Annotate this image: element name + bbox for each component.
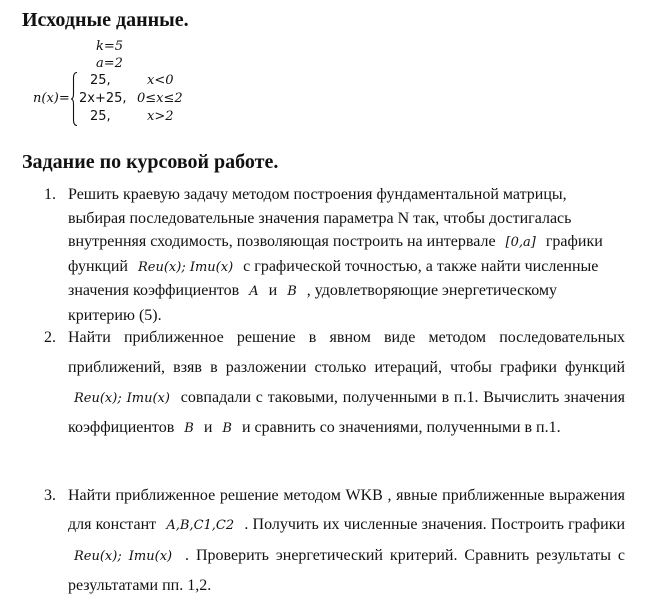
math-interval: [0,a]	[505, 235, 536, 251]
task-number: 1.	[44, 186, 56, 203]
task-number: 2.	[44, 329, 56, 346]
math-coef-a: A	[249, 284, 259, 300]
left-brace-icon	[71, 72, 78, 126]
task-text: и	[203, 419, 213, 437]
case-2-condition: 0≤x≤2	[137, 91, 183, 106]
task-list	[44, 183, 625, 328]
task-list-2	[44, 323, 625, 444]
heading-initial-data: Исходные данные.	[22, 9, 189, 31]
formula-lhs: n(x)=	[33, 91, 70, 106]
math-coef-b: B	[184, 421, 194, 437]
task-text: . Получить их численные значения. Построить графики	[244, 516, 626, 534]
case-1-value: 25,	[90, 73, 111, 88]
math-constants: A,B,C1,C2	[166, 518, 235, 534]
task-list-3	[44, 481, 625, 600]
task-text: Найти приближенное решение в явном виде методом последовательных приближений, взяв в разложении столько итераций, чтобы графики функций	[68, 329, 625, 376]
heading-coursework-task: Задание по курсовой работе.	[22, 151, 279, 173]
task-item-3	[44, 481, 625, 600]
task-number: 3.	[44, 487, 56, 504]
task-item-1	[44, 183, 625, 328]
case-2-value: 2x+25,	[79, 91, 127, 106]
case-3-value: 25,	[90, 109, 111, 124]
case-1-condition: x<0	[147, 73, 174, 88]
task-text: графики функций	[68, 233, 603, 275]
task-text: . Проверить энергетический критерий. Сравнить результаты с результатами пп. 1,2.	[68, 546, 626, 594]
task-text: и сравнить со значениями, полученными в п.1.	[241, 419, 561, 437]
task-text: и	[268, 282, 278, 300]
formula-k: k=5	[96, 39, 124, 54]
math-functions: Reu(x); Imu(x)	[74, 390, 170, 406]
task-text: с графической точностью, а также найти численные значения коэффициентов	[68, 257, 599, 300]
task-text: Решить краевую задачу методом построения фундаментальной матрицы, выбирая последовательные значения параметра N так, чтобы достигалась внутренняя сходимость, позволяющая построить на интервале	[68, 186, 572, 251]
math-functions: Reu(x); Imu(x)	[138, 259, 234, 275]
math-functions: Reu(x); Imu(x)	[74, 548, 173, 564]
task-text: совпадали с таковыми, полученными в п.1. Вычислить значения коэффициентов	[68, 388, 626, 437]
task-text: , удовлетворяющие энергетическому критерию (5).	[68, 282, 558, 324]
math-coef-b: B	[222, 421, 232, 437]
task-item-2	[44, 323, 625, 444]
math-coef-b: B	[287, 284, 297, 300]
formula-a: a=2	[96, 56, 123, 71]
task-text: Найти приближенное решение методом WKB , явные приближенные выражения для констант	[68, 487, 625, 534]
case-3-condition: x>2	[147, 109, 174, 124]
